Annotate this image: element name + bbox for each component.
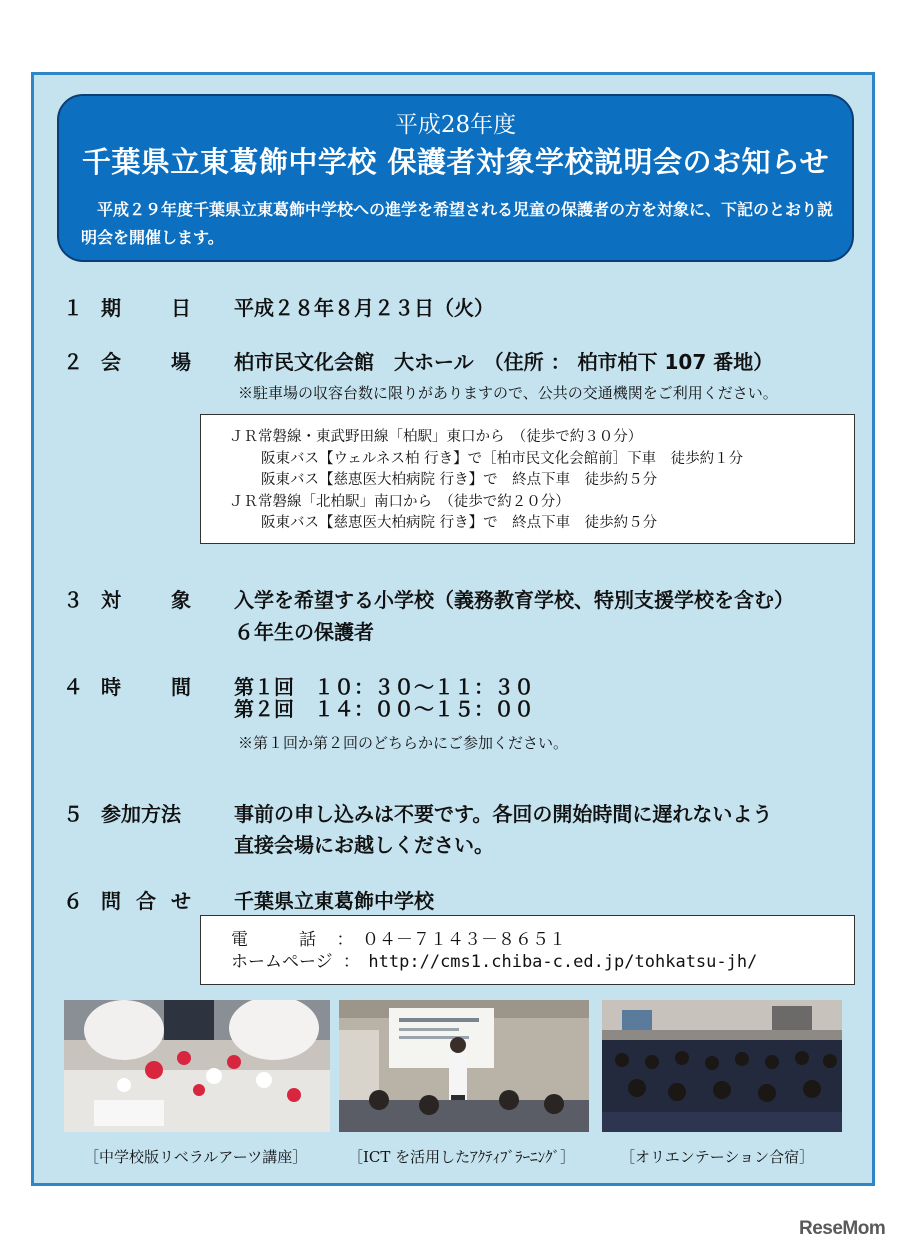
session-2: 第２回 １４：００～１５：００ — [234, 697, 534, 721]
notice-header — [57, 94, 854, 262]
photo-caption: ［ICT を活用したｱｸﾃｨﾌﾞﾗｰﾆﾝｸﾞ］ — [348, 1148, 576, 1166]
item-value: 千葉県立東葛飾中学校 — [234, 889, 434, 913]
notice-title: 千葉県立東葛飾中学校 保護者対象学校説明会のお知らせ — [81, 145, 830, 179]
access-box — [200, 414, 855, 544]
item-number: ３ — [63, 588, 83, 612]
item-label: 時 間 — [101, 675, 191, 699]
item-label: 期 日 — [101, 296, 191, 320]
session-1: 第１回 １０：３０～１１：３０ — [234, 675, 534, 699]
item-value: 入学を希望する小学校（義務教育学校、特別支援学校を含む） — [234, 588, 794, 612]
access-line: 阪東バス【慈恵医大柏病院 行き】で 終点下車 徒歩約５分 — [261, 472, 658, 488]
item-number: ６ — [63, 889, 83, 913]
photo-liberal-arts — [64, 1000, 330, 1132]
item-label: 問 合 せ — [101, 889, 191, 913]
photo-orientation-camp — [602, 1000, 842, 1132]
item-label: 会 場 — [101, 350, 191, 374]
item-value: 平成２８年８月２３日（火） — [234, 296, 494, 320]
access-line: ＪＲ常磐線・東武野田線「柏駅」東口から （徒歩で約３０分） — [229, 429, 643, 445]
tel-label: 電 話 — [231, 930, 316, 950]
access-line: 阪東バス【ウェルネス柏 行き】で［柏市民文化会館前］下車 徒歩約１分 — [261, 450, 744, 467]
item-number: ４ — [63, 675, 83, 699]
access-line: ＪＲ常磐線「北柏駅」南口から （徒歩で約２０分） — [229, 493, 570, 510]
fiscal-year: 平成28年度 — [394, 112, 517, 138]
hp-value[interactable]: ： http://cms1.chiba-c.ed.jp/tohkatsu-jh/ — [342, 952, 758, 972]
item-number: ２ — [63, 350, 83, 374]
photo-ict-learning — [339, 1000, 589, 1132]
photo-caption: ［中学校版リベラルアーツ講座］ — [84, 1148, 308, 1166]
parking-note: ※駐車場の収容台数に限りがありますので、公共の交通機関をご利用ください。 — [238, 384, 778, 402]
lead-text: 平成２９年度千葉県立東葛飾中学校への進学を希望される児童の保護者の方を対象に、下記のとおり説明会を開催します。 — [81, 200, 834, 247]
item-value: 事前の申し込みは不要です。各回の開始時間に遅れないよう — [234, 802, 773, 826]
item-number: １ — [63, 296, 83, 320]
resemom-logo: ReseMom — [799, 1218, 886, 1239]
tel-value: ： ０４－７１４３－８６５１ — [336, 930, 566, 950]
item-label: 対 象 — [101, 588, 191, 612]
session-note: ※第１回か第２回のどちらかにご参加ください。 — [238, 734, 569, 752]
item-number: ５ — [63, 802, 83, 826]
item-value: 柏市民文化会館 大ホール （住所 ： 柏市柏下 107 番地） — [234, 350, 774, 374]
access-line: 阪東バス【慈恵医大柏病院 行き】で 終点下車 徒歩約５分 — [261, 515, 658, 531]
hp-label: ホームページ — [231, 952, 333, 972]
contact-box — [200, 915, 855, 985]
item-label: 参加方法 — [101, 802, 181, 826]
item-value-2: ６年生の保護者 — [234, 620, 374, 644]
item-value-2: 直接会場にお越しください。 — [234, 833, 494, 857]
photo-caption: ［オリエンテーション合宿］ — [620, 1148, 815, 1166]
